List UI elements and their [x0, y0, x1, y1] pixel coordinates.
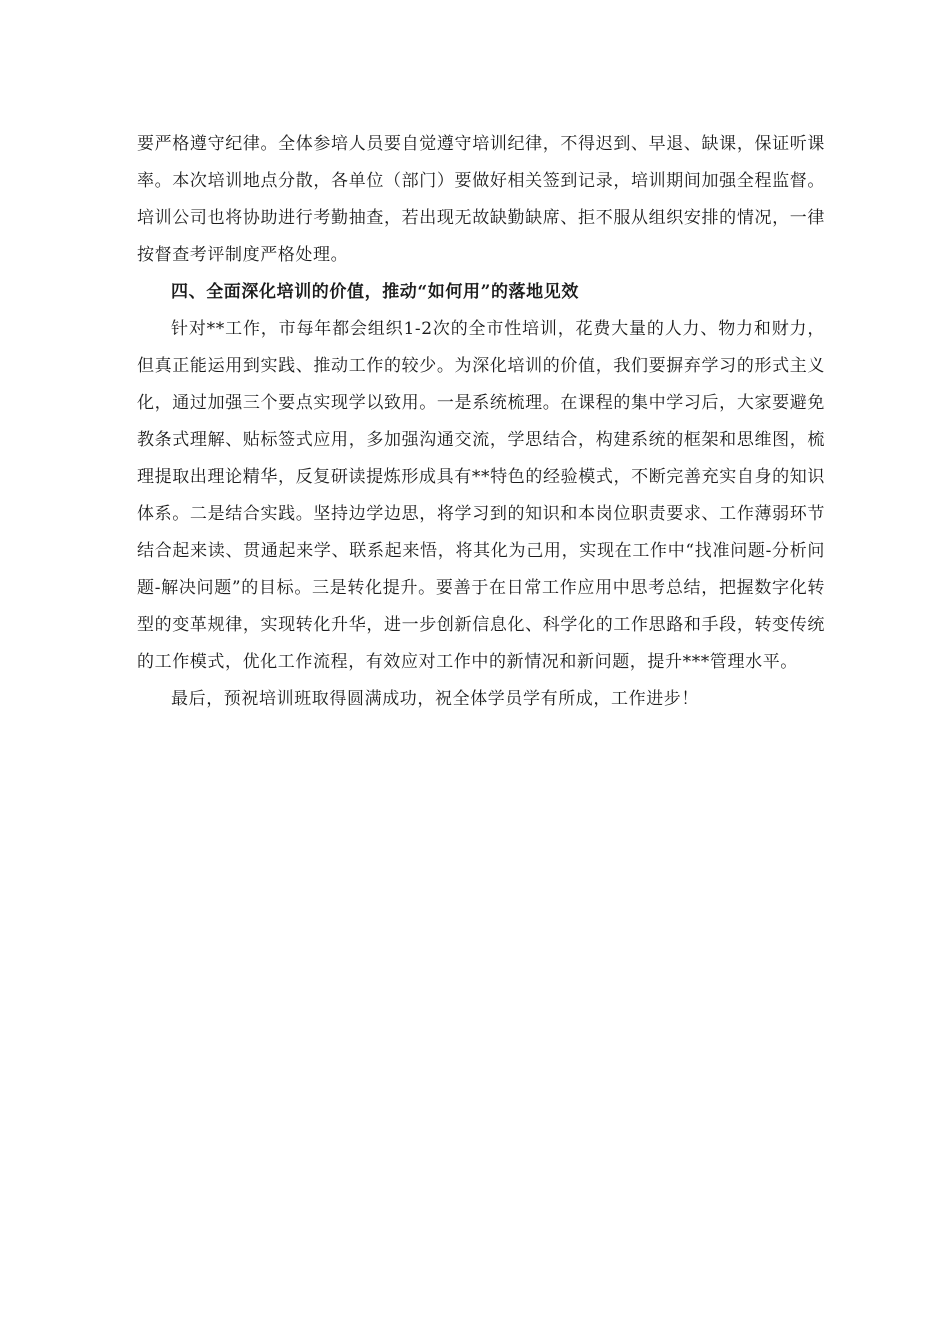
document-page	[137, 126, 825, 718]
discipline-paragraph: 要严格遵守纪律。全体参培人员要自觉遵守培训纪律，不得迟到、早退、缺课，保证听课率。本次培训地点分散，各单位（部门）要做好相关签到记录，培训期间加强全程监督。培训公司也将协助进行考勤抽查，若出现无故缺勤缺席、拒不服从组织安排的情况，一律按督查考评制度严格处理。	[137, 134, 825, 265]
section-heading-four: 四、全面深化培训的价值，推动“如何用”的落地见效	[171, 282, 579, 302]
training-value-paragraph: 针对**工作，市每年都会组织1-2次的全市性培训，花费大量的人力、物力和财力，但真正能运用到实践、推动工作的较少。为深化培训的价值，我们要摒弃学习的形式主义化，通过加强三个要点实现学以致用。一是系统梳理。在课程的集中学习后，大家要避免教条式理解、贴标签式应用，多加强沟通交流，学思结合，构建系统的框架和思维图，梳理提取出理论精华，反复研读提炼形成具有**特色的经验模式，不断完善充实自身的知识体系。二是结合实践。坚持边学边思，将学习到的知识和本岗位职责要求、工作薄弱环节结合起来读、贯通起来学、联系起来悟，将其化为己用，实现在工作中“找准问题-分析问题-解决问题”的目标。三是转化提升。要善于在日常工作应用中思考总结，把握数字化转型的变革规律，实现转化升华，进一步创新信息化、科学化的工作思路和手段，转变传统的工作模式，优化工作流程，有效应对工作中的新情况和新问题，提升***管理水平。	[137, 319, 825, 672]
closing-paragraph: 最后，预祝培训班取得圆满成功，祝全体学员学有所成，工作进步！	[171, 689, 699, 709]
